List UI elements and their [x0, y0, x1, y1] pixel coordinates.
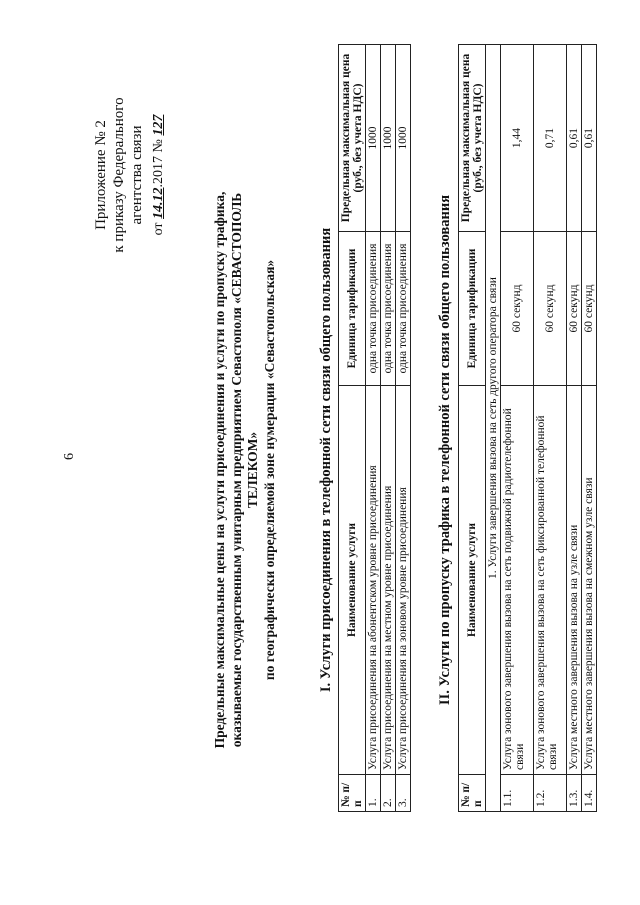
- table-row: [534, 45, 567, 812]
- date-prefix: от: [151, 222, 166, 236]
- appendix-header: [92, 65, 168, 285]
- header-name: Наименование услуги: [339, 386, 366, 775]
- header-unit: Единица тарификации: [459, 232, 486, 386]
- title-line: по географически определяемой зоне нумерации «Севастопольская»: [261, 259, 277, 681]
- header-unit: Единица тарификации: [339, 232, 366, 386]
- row-num: 2.: [381, 775, 396, 812]
- row-price: 1000: [381, 45, 396, 232]
- section-1-title: I. Услуги присоединения в телефонной сети связи общего пользования: [318, 227, 334, 693]
- row-num: 1.3.: [567, 775, 582, 812]
- row-name: Услуга присоединения на местном уровне присоединения: [381, 386, 396, 775]
- row-num: 1.1.: [501, 775, 534, 812]
- row-price: 0,61: [567, 45, 582, 232]
- header-num: № п/п: [339, 775, 366, 812]
- row-name: Услуга зонового завершения вызова на сеть подвижной радиотелефонной связи: [501, 386, 534, 775]
- section-2-title: II. Услуги по пропуску трафика в телефонной сети связи общего пользования: [437, 194, 453, 706]
- table-row: [567, 45, 582, 812]
- handwritten-order-number: 127: [151, 114, 166, 136]
- row-name: Услуга местного завершения вызова на смежном узле связи: [582, 386, 597, 775]
- header-name: Наименование услуги: [459, 386, 486, 775]
- row-num: 1.2.: [534, 775, 567, 812]
- row-unit: 60 секунд: [567, 232, 582, 386]
- row-num: 1.4.: [582, 775, 597, 812]
- row-num: 1.: [366, 775, 381, 812]
- appendix-line: к приказу Федерального: [111, 97, 127, 253]
- row-unit: одна точка присоединения: [396, 232, 411, 386]
- row-unit: одна точка присоединения: [366, 232, 381, 386]
- title-line: Предельные максимальные цены на услуги присоединения и услуги по пропуску трафика,: [212, 191, 227, 749]
- row-price: 0,61: [582, 45, 597, 232]
- row-name: Услуга присоединения на абонентском уровне присоединения: [366, 386, 381, 775]
- row-price: 1000: [396, 45, 411, 232]
- table-row: [381, 45, 396, 812]
- row-unit: одна точка присоединения: [381, 232, 396, 386]
- table-row: [501, 45, 534, 812]
- connection-services-table: [338, 44, 411, 812]
- appendix-line: Приложение № 2: [93, 120, 109, 230]
- row-price: 0,71: [534, 45, 567, 232]
- row-name: Услуга местного завершения вызова на узле связи: [567, 386, 582, 775]
- document-title: [212, 160, 278, 780]
- page-number: 6: [62, 453, 77, 460]
- row-num: 3.: [396, 775, 411, 812]
- table-subheader: 1. Услуги завершения вызова на сеть другого оператора связи: [486, 45, 501, 812]
- order-date: [150, 65, 168, 285]
- appendix-line: агентства связи: [129, 125, 145, 225]
- table-row: [582, 45, 597, 812]
- header-num: № п/п: [459, 775, 486, 812]
- row-price: 1,44: [501, 45, 534, 232]
- row-unit: 60 секунд: [534, 232, 567, 386]
- table-header-row: [459, 45, 486, 812]
- row-unit: 60 секунд: [582, 232, 597, 386]
- traffic-services-table: [458, 44, 597, 812]
- header-price: Предельная максимальная цена (руб., без учета НДС): [459, 45, 486, 232]
- table-subheader-row: [486, 45, 501, 812]
- header-price: Предельная максимальная цена (руб., без учета НДС): [339, 45, 366, 232]
- title-line: оказываемые государственным унитарным предприятием Севастополя «СЕВАСТОПОЛЬ ТЕЛЕКОМ»: [228, 192, 260, 748]
- table-row: [396, 45, 411, 812]
- row-name: Услуга присоединения на зоновом уровне присоединения: [396, 386, 411, 775]
- table-row: [366, 45, 381, 812]
- row-price: 1000: [366, 45, 381, 232]
- row-name: Услуга зонового завершения вызова на сеть фиксированной телефонной связи: [534, 386, 567, 775]
- handwritten-date: 14.12: [151, 187, 166, 219]
- date-year: .2017 №: [151, 139, 166, 188]
- row-unit: 60 секунд: [501, 232, 534, 386]
- table-header-row: [339, 45, 366, 812]
